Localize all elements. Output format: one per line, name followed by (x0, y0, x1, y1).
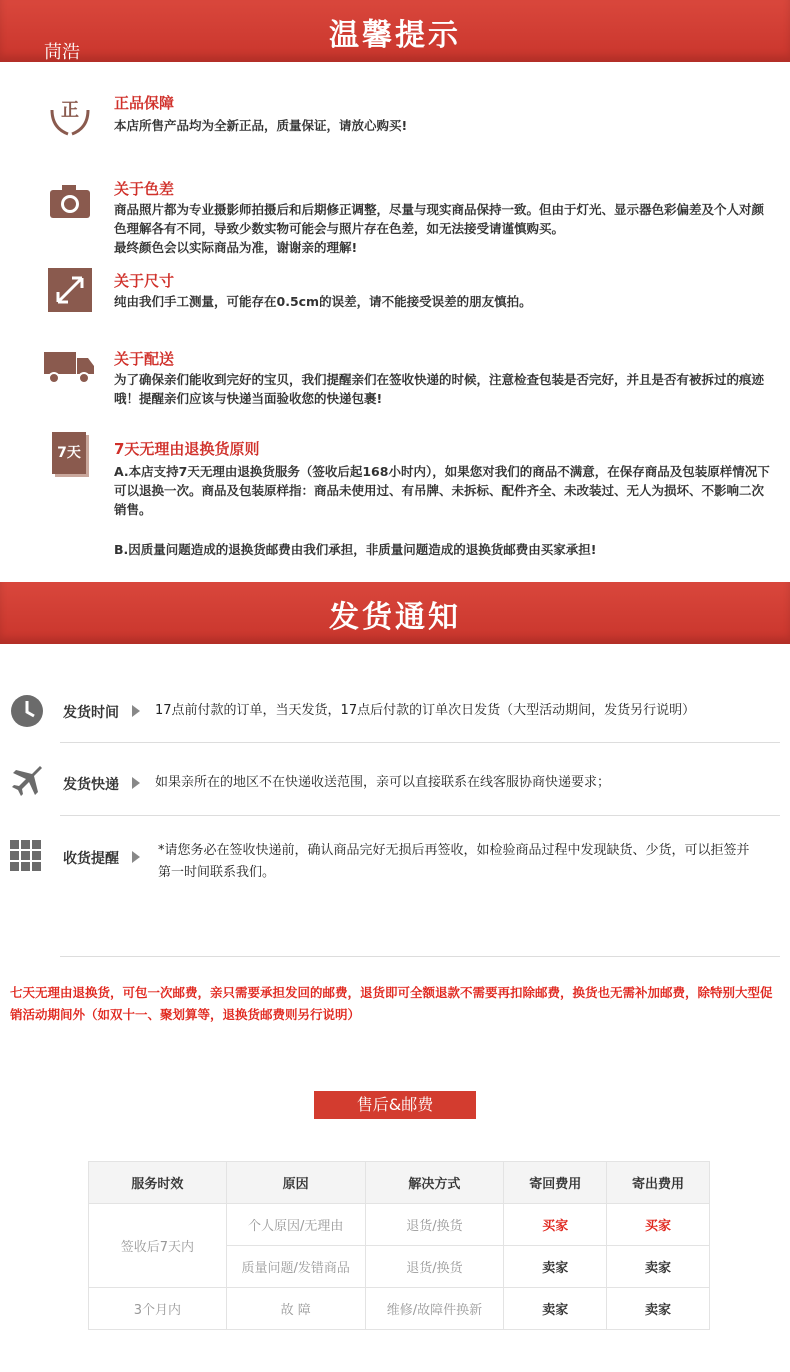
divider (60, 815, 780, 816)
warm-tips-banner (0, 0, 790, 62)
table-cell-reason: 故 障 (226, 1288, 365, 1330)
divider (60, 742, 780, 743)
table-header: 寄出费用 (607, 1162, 710, 1204)
tip-heading: 关于配送 (114, 350, 175, 368)
table-cell-period: 签收后7天内 (89, 1204, 227, 1288)
tip-text-b: B.因质量问题造成的退换货邮费由我们承担，非质量问题造成的退换货邮费由买家承担! (114, 542, 597, 557)
table-cell-send-fee: 买家 (607, 1204, 710, 1246)
watermark: 茼浩 (44, 42, 80, 63)
airplane-icon (10, 764, 44, 798)
shipping-text: *请您务必在签收快递前，确认商品完好无损后再签收，如检验商品过程中发现缺货、少货，可以拒签并第一时间联系我们。 (158, 843, 750, 880)
table-cell-period: 3个月内 (89, 1288, 227, 1330)
truck-icon (44, 346, 96, 390)
table-cell-reason: 质量问题/发错商品 (226, 1246, 365, 1288)
shipping-text: 17点前付款的订单，当天发货，17点后付款的订单次日发货（大型活动期间，发货另行说明） (155, 703, 696, 718)
table-cell-solution: 退货/换货 (365, 1246, 504, 1288)
shipping-notice-title: 发货通知 (329, 600, 461, 635)
tip-text: A.本店支持7天无理由退换货服务（签收后起168小时内），如果您对我们的商品不满意，在保存商品及包装原样情况下可以退换一次。商品及包装原样指：商品未使用过、有吊牌、未拆标、配件齐全、未改装过、无人为损坏、不影响二次销售。 (114, 464, 770, 517)
table-cell-send-fee: 卖家 (607, 1288, 710, 1330)
clock-icon (10, 694, 44, 728)
tip-heading: 7天无理由退换货原则 (114, 440, 260, 458)
tip-heading: 关于色差 (114, 180, 175, 198)
tip-text: 商品照片都为专业摄影师拍摄后和后期修正调整，尽量与现实商品保持一致。但由于灯光、显示器色彩偏差及个人对颜色理解各有不同，导致少数实物可能会与照片存在色差，如无法接受请谨慎购买。 最终颜色会以实际商品为准，谢谢亲的理解! (114, 202, 765, 255)
table-header: 寄回费用 (504, 1162, 607, 1204)
tip-text: 为了确保亲们能收到完好的宝贝，我们提醒亲们在签收快递的时候，注意检查包装是否完好，并且是否有被拆过的痕迹哦！提醒亲们应该与快递当面验收您的快递包裹! (114, 372, 765, 406)
table-header-row (89, 1162, 710, 1204)
after-sales-table (88, 1161, 710, 1330)
grid-icon (10, 840, 42, 872)
table-cell-solution: 退货/换货 (365, 1204, 504, 1246)
tip-text: 纯由我们手工测量，可能存在0.5cm的误差，请不能接受误差的朋友慎拍。 (114, 294, 532, 309)
table-cell-solution: 维修/故障件换新 (365, 1288, 504, 1330)
shipping-text: 如果亲所在的地区不在快递收送范围，亲可以直接联系在线客服协商快递要求； (155, 775, 611, 790)
divider (60, 956, 780, 957)
table-row (89, 1204, 710, 1246)
table-header: 原因 (226, 1162, 365, 1204)
tip-heading: 关于尺寸 (114, 272, 175, 290)
table-cell-return-fee: 卖家 (504, 1288, 607, 1330)
table-header: 服务时效 (89, 1162, 227, 1204)
shipping-label: 发货时间 (63, 705, 119, 721)
tip-text: 本店所售产品均为全新正品，质量保证，请放心购买! (114, 118, 408, 133)
shipping-label: 收货提醒 (63, 851, 119, 867)
table-cell-reason: 个人原因/无理由 (226, 1204, 365, 1246)
return-shipping-note: 七天无理由退换货，可包一次邮费，亲只需要承担发回的邮费，退货即可全额退款不需要再扣除邮费，换货也无需补加邮费，除特别大型促销活动期间外（如双十一、聚划算等，退换货邮费则另行说明） (10, 985, 773, 1022)
svg-text:正: 正 (61, 100, 79, 121)
table-row (89, 1288, 710, 1330)
table-cell-return-fee: 卖家 (504, 1246, 607, 1288)
resize-arrow-icon (48, 268, 92, 312)
table-cell-send-fee: 卖家 (607, 1246, 710, 1288)
arrow-icon (132, 851, 140, 863)
table-cell-return-fee: 买家 (504, 1204, 607, 1246)
arrow-icon (132, 705, 140, 717)
seven-days-icon: 7天 (52, 432, 86, 474)
warm-tips-title: 温馨提示 (329, 18, 461, 53)
arrow-icon (132, 777, 140, 789)
tip-heading: 正品保障 (114, 94, 175, 112)
genuine-hands-icon (48, 94, 92, 138)
shipping-label: 发货快递 (63, 777, 119, 793)
table-header: 解决方式 (365, 1162, 504, 1204)
after-sales-title: 售后&邮费 (314, 1091, 476, 1119)
shipping-notice-banner (0, 582, 790, 644)
camera-icon (48, 180, 92, 224)
